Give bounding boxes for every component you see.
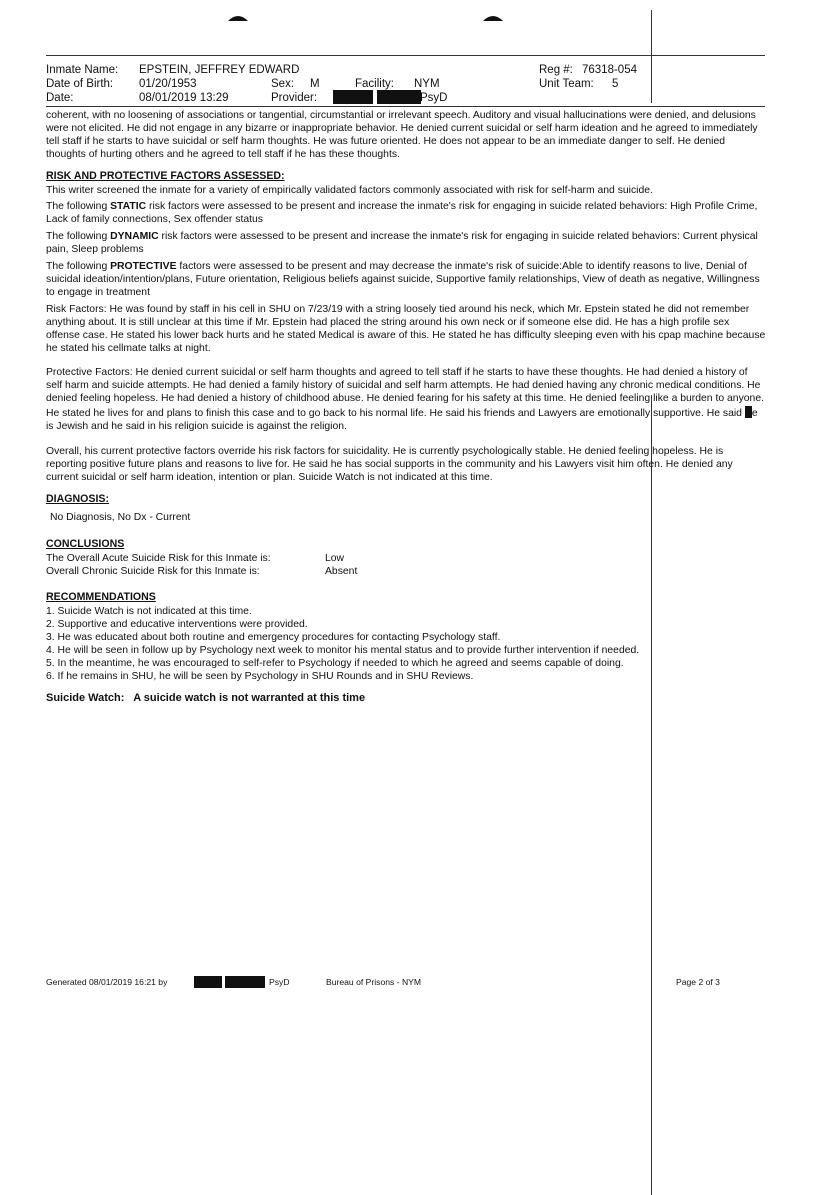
redaction-footer-last [225, 976, 265, 988]
scan-line-top [651, 10, 652, 103]
protective-post: factors were assessed to be present and may decrease the inmate's risk of suicide:Able to identify reasons to live, Denial of suicidal ideation/intention/plans, Future orientation, Religious beliefs against suicide, Supportive family relationships, View of death as negative, Willingness to engage in treatment [46, 261, 760, 298]
header-rule [46, 55, 765, 56]
static-factors-paragraph [46, 201, 766, 227]
protective-word: PROTECTIVE [110, 261, 177, 273]
dynamic-pre: The following [46, 231, 111, 243]
static-word: STATIC [110, 201, 147, 213]
list-item: 4. He will be seen in follow up by Psychology next week to monitor his mental status and to provide further intervention if needed. [46, 644, 640, 656]
risk-factors-paragraph: Risk Factors: He was found by staff in his cell in SHU on 7/23/19 with a string loosely tied around his neck, which Mr. Epstein stated he did not remember anything about. It is still unclear at this time if Mr. Epstein had placed the string around his own neck or if someone else did. He has a high profile sex offense case. He stated his lower back hurts and he stated Medical is aware of this. He stated he has difficulty sleeping even with his cpap machine because he stated his cellmate talks at night. [46, 303, 766, 354]
screen-paragraph: This writer screened the inmate for a variety of empirically validated factors commonly associated with risk for self-harm and suicide. [46, 184, 653, 196]
date-value: 08/01/2019 13:29 [139, 92, 229, 104]
list-item: 6. If he remains in SHU, he will be seen by Psychology in SHU Rounds and in SHU Reviews. [46, 670, 474, 682]
acute-risk-value: Low [325, 553, 345, 565]
dynamic-post: risk factors were assessed to be present and increase the inmate's risk for engaging in suicide related behaviors: Current physical pain, Sleep problems [46, 231, 758, 256]
reg-label: Reg #: [539, 64, 573, 76]
diagnosis-heading: DIAGNOSIS: [46, 492, 109, 505]
redaction-inline [745, 406, 752, 418]
risk-heading: RISK AND PROTECTIVE FACTORS ASSESSED: [46, 169, 285, 182]
diagnosis-text: No Diagnosis, No Dx - Current [50, 511, 191, 523]
acute-risk-label: The Overall Acute Suicide Risk for this Inmate is: [46, 553, 271, 565]
facility-label: Facility: [355, 78, 394, 90]
list-item: 3. He was educated about both routine and emergency procedures for contacting Psychology staff. [46, 631, 501, 643]
list-item: 2. Supportive and educative interventions were provided. [46, 619, 308, 630]
acute-risk-row [46, 553, 766, 566]
footer-bureau: Bureau of Prisons - NYM [326, 977, 422, 987]
protective-factors-paragraph [46, 261, 766, 300]
recommendations-list [46, 606, 766, 683]
conclusions-heading: CONCLUSIONS [46, 538, 125, 551]
chronic-risk-value: Absent [325, 566, 358, 578]
sex-label: Sex: [271, 78, 295, 90]
inmate-name: EPSTEIN, JEFFREY EDWARD [139, 64, 300, 76]
scan-mark-right-icon [482, 14, 504, 22]
static-pre: The following [46, 201, 111, 213]
list-item: 1. Suicide Watch is not indicated at this time. [46, 606, 252, 618]
list-item: 5. In the meantime, he was encouraged to self-refer to Psychology if needed to which he agreed and seems capable of doing. [46, 657, 624, 669]
page-number: Page 2 of 3 [676, 977, 720, 987]
scan-mark-left-icon [227, 14, 249, 22]
footer-generated: Generated 08/01/2019 16:21 by [46, 977, 168, 987]
sex-value: M [310, 78, 320, 90]
inmate-name-label: Inmate Name: [46, 64, 119, 76]
mental-status-paragraph: coherent, with no loosening of associations or tangential, circumstantial or irrelevant speech. Auditory and visual hallucinations were denied, and delusions were not elicited. He did not engage in any bizarre or inappropriate behavior. He denied current suicidal or self harm ideation and he agreed to immediately tell staff if he starts to have suicidal or self harm thoughts. He was future oriented. He does not appear to be an immediate danger to self. He denied thoughts of hurting others and he agreed to tell staff if he has these thoughts. [46, 110, 758, 160]
redaction-provider-first [333, 90, 373, 104]
suicide-watch-line [46, 692, 766, 705]
provider-label: Provider: [271, 92, 318, 104]
protective-narrative-paragraph [46, 367, 766, 434]
dynamic-factors-paragraph [46, 231, 766, 257]
redaction-footer-first [194, 976, 222, 988]
unit-team-value: 5 [612, 78, 619, 90]
suicide-watch-value: A suicide watch is not warranted at this time [133, 691, 366, 704]
protective-narrative-post: e is Jewish and he said in his religion suicide is against the religion. [46, 408, 758, 433]
static-post: risk factors were assessed to be present and increase the inmate's risk for engaging in suicide related behaviors: High Profile Crime, Lack of family connections, Sex offender status [46, 201, 758, 226]
report-body [46, 110, 766, 704]
date-label: Date: [46, 92, 74, 104]
redaction-provider-last [377, 90, 421, 104]
footer-suffix: PsyD [269, 977, 290, 987]
facility-value: NYM [414, 78, 440, 90]
reg-number: 76318-054 [582, 64, 637, 76]
chronic-risk-row [46, 566, 766, 579]
provider-suffix: PsyD [420, 92, 448, 104]
protective-narrative-pre: Protective Factors: He denied current suicidal or self harm thoughts and agreed to tell staff if he starts to have these thoughts. He had denied a history of self harm and suicide attempts. He had denied a family history of suicidal and self harm attempts. He had denied having any chronic medical conditions. He denied feeling hopeless. He had denied a history of childhood abuse. He denied fearing for his safety at this time. He denied feeling like a burden to anyone. He stated he lives for and plans to finish this case and to go back to his normal life. He said his friends and Lawyers are emotionally supportive. He said [46, 367, 765, 420]
dob-label: Date of Birth: [46, 78, 114, 90]
dob-value: 01/20/1953 [139, 78, 197, 90]
header-bottom-rule [46, 106, 765, 107]
recommendations-heading: RECOMMENDATIONS [46, 591, 156, 604]
overall-paragraph: Overall, his current protective factors override his risk factors for suicidality. He is currently psychologically stable. He denied feeling hopeless. He is reporting positive future plans and reasons to live for. He said he has social supports in the community and his Lawyers visit him often. He denied any current suicidal or self harm ideation, intention or plan. Suicide Watch is not indicated at this time. [46, 445, 733, 483]
unit-team-label: Unit Team: [539, 78, 594, 90]
chronic-risk-label: Overall Chronic Suicide Risk for this Inmate is: [46, 566, 260, 578]
suicide-watch-label: Suicide Watch: [46, 691, 125, 704]
protective-pre: The following [46, 261, 111, 273]
dynamic-word: DYNAMIC [110, 231, 159, 243]
